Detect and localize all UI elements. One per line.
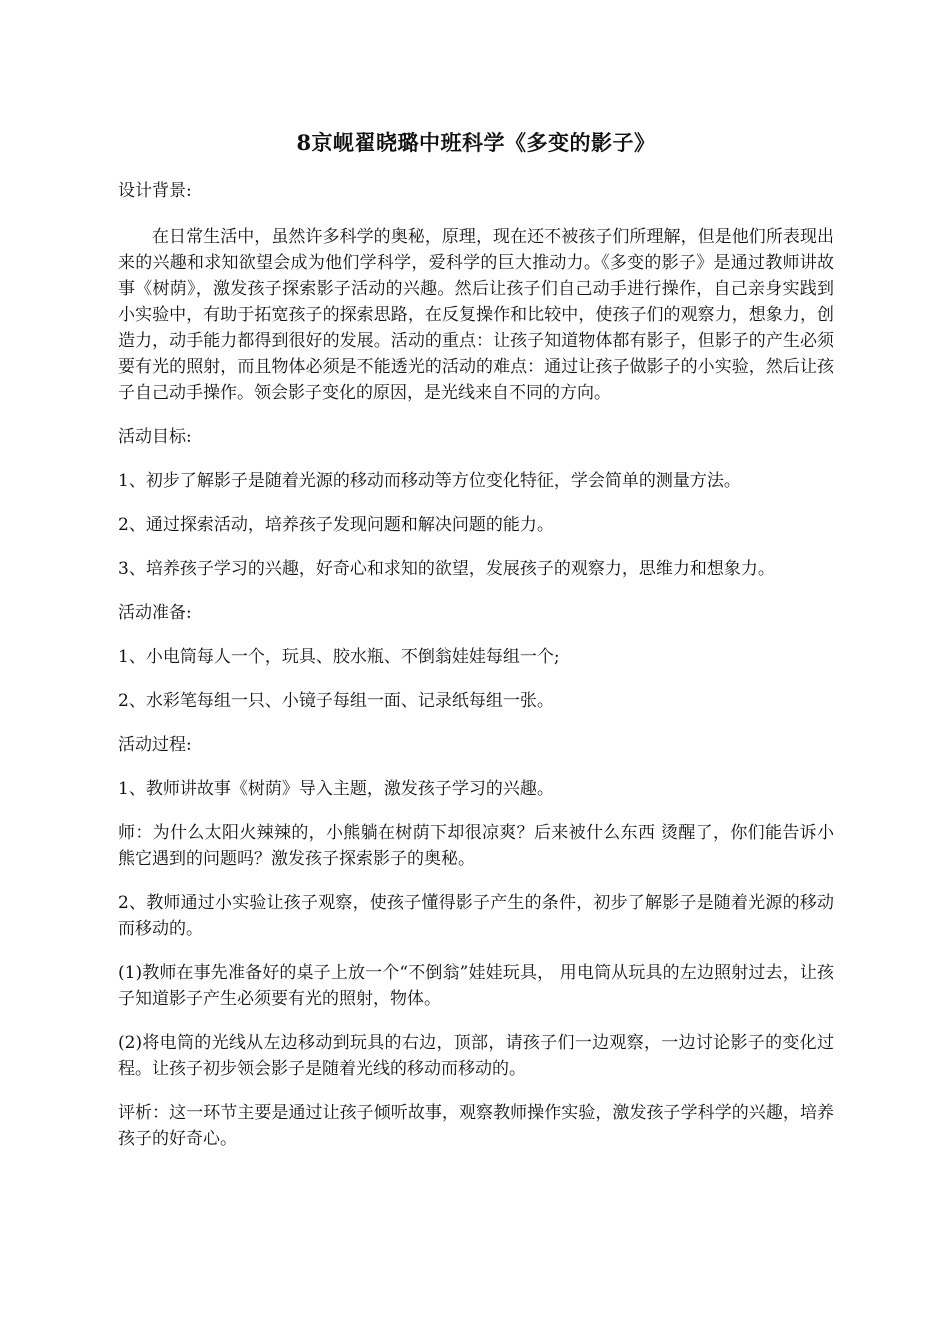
evaluation-note: 评析：这一环节主要是通过让孩子倾听故事，观察教师操作实验，激发孩子学科学的兴趣，培养孩子的好奇心。 (118, 1103, 834, 1149)
process-step-1: 1、教师讲故事《树荫》导入主题，激发孩子学习的兴趣。 (118, 779, 554, 799)
goal-item-3: 3、培养孩子学习的兴趣，好奇心和求知的欲望，发展孩子的观察力，思维力和想象力。 (118, 559, 775, 579)
teacher-question: 师：为什么太阳火辣辣的，小熊躺在树荫下却很凉爽？后来被什么东西 烫醒了，你们能告诉小熊它遇到的问题吗？激发孩子探索影子的奥秘。 (118, 823, 834, 869)
design-background-paragraph: 在日常生活中，虽然许多科学的奥秘，原理，现在还不被孩子们所理解，但是他们所表现出来的兴趣和求知欲望会成为他们学科学，爱科学的巨大推动力。《多变的影子》是通过教师讲故事《树荫》，激发孩子探索影子活动的兴趣。然后让孩子们自己动手进行操作，自己亲身实践到小实验中，有助于拓宽孩子的探索思路，在反复操作和比较中，使孩子们的观察力，想象力，创造力，动手能力都得到很好的发展。活动的重点：让孩子知道物体都有影子，但影子的产生必须要有光的照射，而且物体必须是不能透光的活动的难点：通过让孩子做影子的小实验，然后让孩子自己动手操作。领会影子变化的原因，是光线来自不同的方向。 (118, 227, 834, 403)
prep-item-1: 1、小电筒每人一个，玩具、胶水瓶、不倒翁娃娃每组一个; (118, 647, 560, 667)
goal-item-1: 1、初步了解影子是随着光源的移动而移动等方位变化特征，学会简单的测量方法。 (118, 471, 741, 491)
document-page (118, 128, 834, 1170)
document-title: 8京岘翟晓璐中班科学《多变的影子》 (296, 130, 656, 155)
process-substep-2: (2)将电筒的光线从左边移动到玩具的右边，顶部，请孩子们一边观察，一边讨论影子的变化过程。让孩子初步领会影子是随着光线的移动而移动的。 (118, 1033, 834, 1079)
prep-heading: 活动准备: (118, 603, 192, 623)
goals-heading: 活动目标: (118, 427, 192, 447)
goal-item-2: 2、通过探索活动，培养孩子发现问题和解决问题的能力。 (118, 515, 554, 535)
process-heading: 活动过程: (118, 735, 192, 755)
process-substep-1: (1)教师在事先准备好的桌子上放一个“不倒翁”娃娃玩具， 用电筒从玩具的左边照射过去，让孩子知道影子产生必须要有光的照射，物体。 (118, 963, 834, 1009)
prep-item-2: 2、水彩笔每组一只、小镜子每组一面、记录纸每组一张。 (118, 691, 554, 711)
design-background-heading: 设计背景: (118, 181, 192, 201)
process-step-2: 2、教师通过小实验让孩子观察，使孩子懂得影子产生的条件，初步了解影子是随着光源的移动而移动的。 (118, 893, 834, 939)
